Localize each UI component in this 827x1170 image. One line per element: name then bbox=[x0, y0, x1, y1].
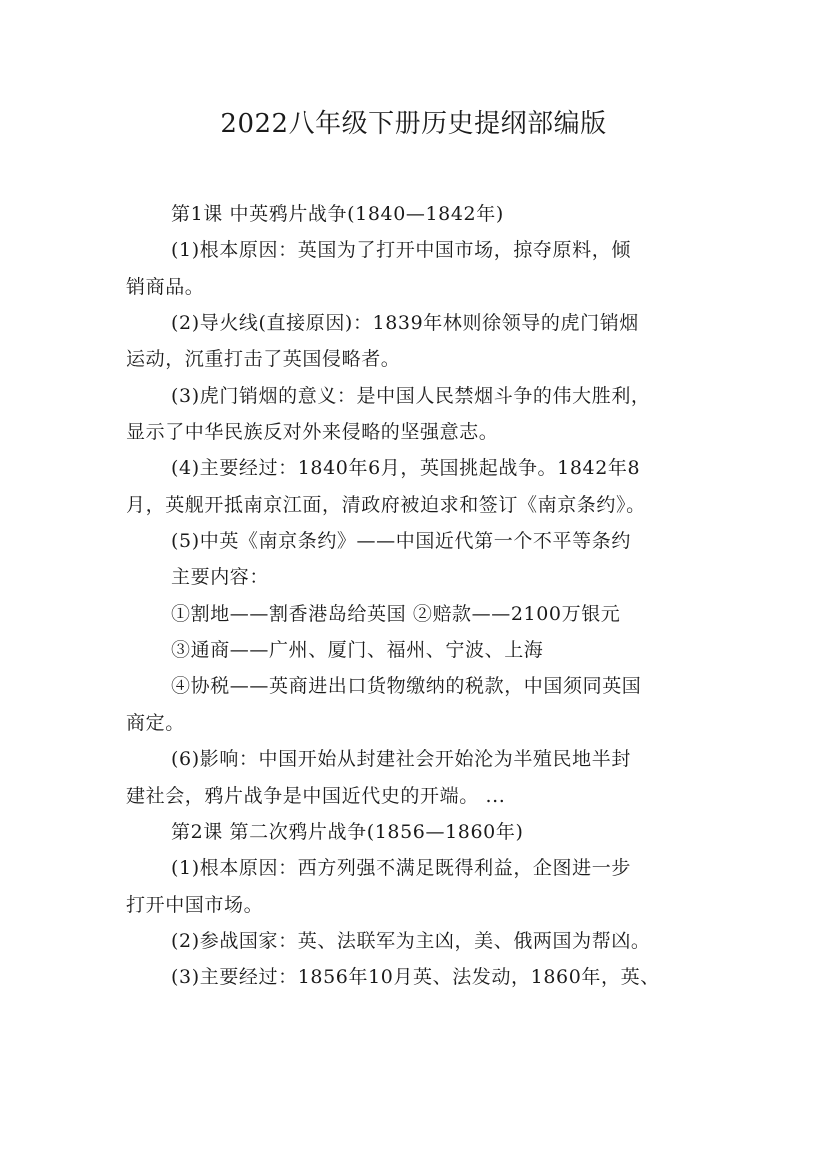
text-line: 运动，沉重打击了英国侵略者。 bbox=[126, 348, 401, 371]
text-line: (6)影响：中国开始从封建社会开始沦为半殖民地半封 bbox=[171, 748, 631, 771]
text-line: (5)中英《南京条约》——中国近代第一个不平等条约 bbox=[171, 530, 631, 553]
text-line: ④协税——英商进出口货物缴纳的税款，中国须同英国 bbox=[171, 675, 642, 698]
text-line: (1)根本原因：西方列强不满足既得利益，企图进一步 bbox=[171, 857, 631, 880]
text-line: (2)导火线(直接原因)：1839年林则徐领导的虎门销烟 bbox=[171, 312, 639, 335]
text-line: (3)主要经过：1856年10月英、法发动，1860年，英、 bbox=[171, 966, 660, 989]
text-line: 建社会，鸦片战争是中国近代史的开端。 ... bbox=[126, 784, 506, 807]
text-line: 销商品。 bbox=[126, 275, 205, 298]
text-line: 第2课 第二次鸦片战争(1856—1860年) bbox=[171, 820, 524, 843]
document-body bbox=[126, 196, 716, 996]
text-line: 商定。 bbox=[126, 711, 185, 734]
text-line: (1)根本原因：英国为了打开中国市场，掠夺原料，倾 bbox=[171, 239, 631, 262]
text-line: (2)参战国家：英、法联军为主凶，美、俄两国为帮凶。 bbox=[171, 929, 651, 952]
text-line: 第1课 中英鸦片战争(1840—1842年) bbox=[171, 203, 504, 225]
text-line: 主要内容： bbox=[171, 566, 270, 589]
text-line: 打开中国市场。 bbox=[126, 893, 264, 916]
text-line: ③通商——广州、厦门、福州、宁波、上海 bbox=[171, 639, 544, 662]
document-title: 2022八年级下册历史提纲部编版 bbox=[220, 109, 607, 139]
text-line: ①割地——割香港岛给英国 ②赔款——2100万银元 bbox=[171, 602, 621, 625]
text-line: 月，英舰开抵南京江面，清政府被迫求和签订《南京条约》。 bbox=[126, 493, 646, 516]
text-line: (4)主要经过：1840年6月，英国挑起战争。1842年8 bbox=[171, 457, 641, 480]
text-line: (3)虎门销烟的意义：是中国人民禁烟斗争的伟大胜利， bbox=[171, 384, 651, 407]
text-line: 显示了中华民族反对外来侵略的坚强意志。 bbox=[126, 421, 499, 444]
